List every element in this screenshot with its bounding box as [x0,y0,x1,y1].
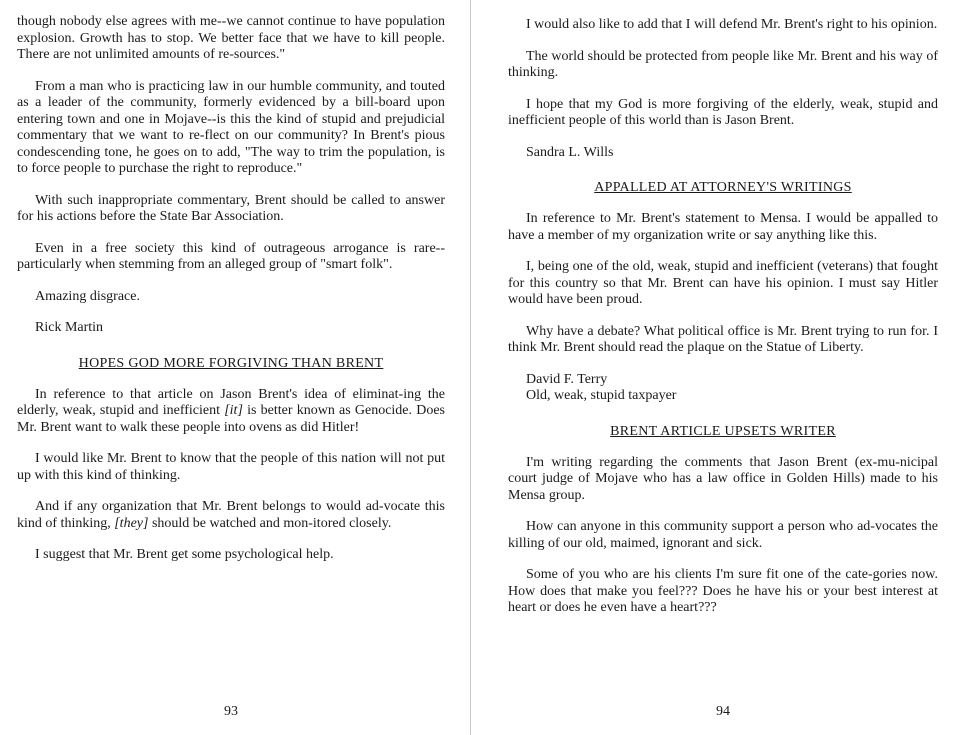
right-paragraph: Why have a debate? What political office is Mr. Brent trying to run for. I think Mr. Brent should read the plaque on the Statue of Liberty. [508,323,938,355]
right-page-content [508,17,938,632]
heading-hopes-god: HOPES GOD MORE FORGIVING THAN BRENT [78,355,384,371]
left-paragraph-organization [17,499,445,532]
right-paragraph: I hope that my God is more forgiving of the elderly, weak, stupid and inefficient people of this world than is Jason Brent. [508,96,938,128]
signature-sandra-wills: Sandra L. Wills [526,144,614,160]
right-paragraph: Some of you who are his clients I'm sure fit one of the cate-gories now. How does that make you feel??? Does he have his or your best interest at heart or does he even have a heart??? [508,567,938,615]
signature-david-terry: David F. Terry [526,371,608,387]
right-paragraph: The world should be protected from people like Mr. Brent and his way of thinking. [508,48,938,80]
text-run: should be watched and mon-itored closely. [148,515,392,531]
heading-brent-article: BRENT ARTICLE UPSETS WRITER [610,423,836,439]
page-number-right: 94 [716,704,730,719]
heading-appalled: APPALLED AT ATTORNEY'S WRITINGS [594,180,852,195]
left-paragraph: With such inappropriate commentary, Brent should be called to answer for his actions before the State Bar Association. [17,192,445,224]
text-run: In reference to that article on Jason Brent's idea of eliminat-ing the elderly, weak, stupid and inefficient [17,386,445,418]
page-number-left: 93 [224,704,238,719]
right-paragraph: I would also like to add that I will defend Mr. Brent's right to his opinion. [526,17,938,32]
left-paragraph: Amazing disgrace. [35,288,140,304]
left-paragraph: Even in a free society this kind of outrageous arrogance is rare--particularly when stemming from an alleged group of "smart folk". [17,240,445,272]
right-paragraph: In reference to Mr. Brent's statement to Mensa. I would be appalled to have a member of my organization write or say anything like this. [508,211,938,243]
gutter-divider [470,0,471,735]
text-run: is better known as Genocide. Does Mr. Brent want to walk these people into ovens as did Hitler! [17,403,445,435]
left-paragraph: From a man who is practicing law in our humble community, and touted as a leader of the community, formerly evidenced by a bill-board upon entering town and one in Mojave--is this the kind of stupid and prejudicial commentary that we want to re-flect on our community? In Brent's pious condescending tone, he goes on to add, "The way to trim the population, is to force people to purchase the right to reproduce." [17,78,445,176]
italic-insert: [it] [224,403,243,418]
left-paragraph: though nobody else agrees with me--we cannot continue to have population explosion. Growth has to stop. We better face that we have to kill people. There are not unlimited amounts of re-sources." [17,14,445,62]
italic-insert: [they] [114,515,149,531]
right-paragraph: How can anyone in this community support a person who ad-vocates the killing of our old, maimed, ignorant and sick. [508,519,938,551]
right-paragraph: I, being one of the old, weak, stupid and inefficient (veterans) that fought for this country so that Mr. Brent can have his opinion. I must say Hitler would have been proud. [508,259,938,307]
right-paragraph: I'm writing regarding the comments that Jason Brent (ex-mu-nicipal court judge of Mojave who has a law office in Golden Hills) made to his Mensa group. [508,454,938,503]
left-paragraph-genocide [17,387,445,437]
signature-rick-martin: Rick Martin [35,320,104,335]
right-page [508,0,938,735]
left-paragraph: I would like Mr. Brent to know that the people of this nation will not put up with this kind of thinking. [17,451,445,483]
left-paragraph: I suggest that Mr. Brent get some psychological help. [35,547,334,562]
signature-title: Old, weak, stupid taxpayer [526,388,677,403]
text-run: And if any organization that Mr. Brent belongs to would ad-vocate this kind of thinking, [17,499,445,531]
left-page-content [17,14,445,579]
left-page [17,0,445,735]
